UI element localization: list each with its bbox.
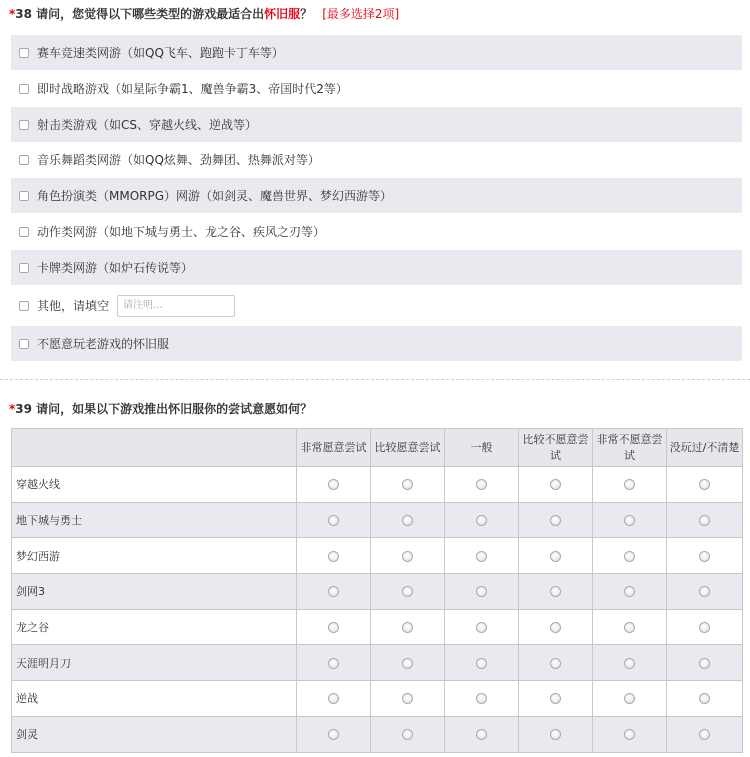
column-header: 比较愿意尝试 <box>371 429 445 467</box>
radio-cell[interactable] <box>371 502 445 538</box>
radio-cell[interactable] <box>371 574 445 610</box>
radio-cell[interactable] <box>371 716 445 752</box>
radio-cell[interactable] <box>519 681 593 717</box>
radio-button[interactable] <box>699 622 710 633</box>
radio-button[interactable] <box>550 729 561 740</box>
radio-cell[interactable] <box>297 716 371 752</box>
option-action[interactable] <box>11 214 742 249</box>
checkbox[interactable] <box>19 48 29 58</box>
radio-cell[interactable] <box>593 538 667 574</box>
radio-cell[interactable] <box>593 645 667 681</box>
option-other[interactable] <box>11 288 742 323</box>
radio-cell[interactable] <box>297 645 371 681</box>
checkbox[interactable] <box>19 339 29 349</box>
row-label: 龙之谷 <box>12 609 297 645</box>
radio-button[interactable] <box>402 479 413 490</box>
radio-cell[interactable] <box>667 645 743 681</box>
radio-button[interactable] <box>699 693 710 704</box>
checkbox[interactable] <box>19 120 29 130</box>
radio-button[interactable] <box>699 551 710 562</box>
radio-button[interactable] <box>402 515 413 526</box>
radio-button[interactable] <box>402 622 413 633</box>
radio-button[interactable] <box>328 622 339 633</box>
radio-button[interactable] <box>328 729 339 740</box>
radio-button[interactable] <box>699 729 710 740</box>
option-label: 即时战略游戏（如星际争霸1、魔兽争霸3、帝国时代2等） <box>37 82 348 96</box>
question-38-text: 38 请问，您觉得以下哪些类型的游戏最适合出 <box>15 7 265 21</box>
radio-button[interactable] <box>624 622 635 633</box>
radio-cell[interactable] <box>371 609 445 645</box>
radio-cell[interactable] <box>297 574 371 610</box>
question-39-title <box>9 400 312 417</box>
column-header: 一般 <box>445 429 519 467</box>
radio-cell[interactable] <box>667 538 743 574</box>
radio-cell[interactable] <box>667 716 743 752</box>
radio-cell[interactable] <box>445 609 519 645</box>
required-star: * <box>9 7 16 21</box>
row-label: 剑灵 <box>12 716 297 752</box>
option-label: 射击类游戏（如CS、穿越火线、逆战等） <box>37 118 257 132</box>
column-header: 没玩过/不清楚 <box>667 429 743 467</box>
radio-cell[interactable] <box>667 467 743 503</box>
radio-button[interactable] <box>476 622 487 633</box>
radio-button[interactable] <box>550 658 561 669</box>
radio-cell[interactable] <box>371 645 445 681</box>
matrix-row <box>12 574 743 610</box>
matrix-row <box>12 538 743 574</box>
column-header: 非常愿意尝试 <box>297 429 371 467</box>
radio-cell[interactable] <box>445 467 519 503</box>
radio-button[interactable] <box>402 586 413 597</box>
option-music-dance[interactable] <box>11 142 742 177</box>
matrix-row <box>12 467 743 503</box>
radio-cell[interactable] <box>445 681 519 717</box>
radio-cell[interactable] <box>519 574 593 610</box>
option-label: 角色扮演类（MMORPG）网游（如剑灵、魔兽世界、梦幻西游等） <box>37 189 393 203</box>
radio-cell[interactable] <box>371 467 445 503</box>
matrix-row <box>12 681 743 717</box>
row-label: 逆战 <box>12 681 297 717</box>
radio-cell[interactable] <box>593 609 667 645</box>
radio-button[interactable] <box>624 551 635 562</box>
radio-button[interactable] <box>328 586 339 597</box>
option-shooter[interactable] <box>11 107 742 142</box>
option-mmorpg[interactable] <box>11 178 742 213</box>
question-divider <box>0 379 750 380</box>
rating-matrix <box>11 428 743 753</box>
question-38-highlight: 怀旧服 <box>264 7 301 21</box>
radio-cell[interactable] <box>667 574 743 610</box>
question-38-title <box>9 5 399 22</box>
radio-cell[interactable] <box>593 681 667 717</box>
radio-button[interactable] <box>624 693 635 704</box>
radio-button[interactable] <box>402 658 413 669</box>
option-label: 赛车竞速类网游（如QQ飞车、跑跑卡丁车等） <box>37 46 284 60</box>
radio-button[interactable] <box>550 515 561 526</box>
radio-cell[interactable] <box>445 574 519 610</box>
radio-button[interactable] <box>328 693 339 704</box>
other-text-input[interactable] <box>117 295 235 317</box>
radio-button[interactable] <box>550 551 561 562</box>
radio-cell[interactable] <box>519 609 593 645</box>
option-label: 卡牌类网游（如炉石传说等） <box>37 261 194 275</box>
checkbox[interactable] <box>19 263 29 273</box>
radio-cell[interactable] <box>667 502 743 538</box>
matrix-row <box>12 502 743 538</box>
radio-cell[interactable] <box>371 538 445 574</box>
row-label: 梦幻西游 <box>12 538 297 574</box>
radio-cell[interactable] <box>297 681 371 717</box>
radio-cell[interactable] <box>667 681 743 717</box>
checkbox[interactable] <box>19 301 29 311</box>
option-label: 其他，请填空 <box>37 299 110 313</box>
radio-cell[interactable] <box>519 502 593 538</box>
matrix-row <box>12 609 743 645</box>
radio-button[interactable] <box>624 515 635 526</box>
radio-button[interactable] <box>699 586 710 597</box>
column-header: 非常不愿意尝试 <box>593 429 667 467</box>
radio-button[interactable] <box>402 551 413 562</box>
radio-button[interactable] <box>624 729 635 740</box>
radio-button[interactable] <box>550 586 561 597</box>
radio-cell[interactable] <box>297 538 371 574</box>
radio-cell[interactable] <box>445 538 519 574</box>
radio-button[interactable] <box>624 658 635 669</box>
option-card[interactable] <box>11 250 742 285</box>
question-38-suffix: ？ <box>300 7 313 21</box>
radio-button[interactable] <box>476 658 487 669</box>
radio-cell[interactable] <box>667 609 743 645</box>
radio-cell[interactable] <box>297 609 371 645</box>
radio-cell[interactable] <box>445 716 519 752</box>
option-rts[interactable] <box>11 71 742 106</box>
option-not-willing[interactable] <box>11 326 742 361</box>
radio-button[interactable] <box>476 479 487 490</box>
radio-button[interactable] <box>476 586 487 597</box>
radio-cell[interactable] <box>519 716 593 752</box>
checkbox[interactable] <box>19 191 29 201</box>
matrix-header-row <box>12 429 743 467</box>
radio-cell[interactable] <box>519 538 593 574</box>
radio-cell[interactable] <box>519 645 593 681</box>
checkbox[interactable] <box>19 227 29 237</box>
matrix-row <box>12 645 743 681</box>
checkbox[interactable] <box>19 155 29 165</box>
option-label: 动作类网游（如地下城与勇士、龙之谷、疾风之刃等） <box>37 225 326 239</box>
column-header <box>12 429 297 467</box>
radio-cell[interactable] <box>297 467 371 503</box>
radio-button[interactable] <box>699 479 710 490</box>
option-racing[interactable] <box>11 35 742 70</box>
radio-button[interactable] <box>328 658 339 669</box>
radio-button[interactable] <box>476 729 487 740</box>
radio-button[interactable] <box>550 479 561 490</box>
question-39-text: 39 请问，如果以下游戏推出怀旧服你的尝试意愿如何？ <box>15 402 313 416</box>
radio-cell[interactable] <box>371 681 445 717</box>
radio-cell[interactable] <box>445 645 519 681</box>
radio-button[interactable] <box>476 515 487 526</box>
radio-cell[interactable] <box>593 574 667 610</box>
radio-button[interactable] <box>402 693 413 704</box>
radio-button[interactable] <box>624 586 635 597</box>
radio-cell[interactable] <box>593 716 667 752</box>
radio-button[interactable] <box>402 729 413 740</box>
radio-button[interactable] <box>328 479 339 490</box>
radio-button[interactable] <box>624 479 635 490</box>
required-star: * <box>9 402 16 416</box>
row-label: 地下城与勇士 <box>12 502 297 538</box>
row-label: 穿越火线 <box>12 467 297 503</box>
radio-cell[interactable] <box>519 467 593 503</box>
radio-cell[interactable] <box>593 502 667 538</box>
radio-button[interactable] <box>699 658 710 669</box>
radio-cell[interactable] <box>593 467 667 503</box>
radio-button[interactable] <box>328 515 339 526</box>
radio-button[interactable] <box>550 693 561 704</box>
radio-button[interactable] <box>476 693 487 704</box>
option-label: 音乐舞蹈类网游（如QQ炫舞、劲舞团、热舞派对等） <box>37 153 320 167</box>
radio-cell[interactable] <box>297 502 371 538</box>
radio-button[interactable] <box>699 515 710 526</box>
matrix-row <box>12 716 743 752</box>
row-label: 天涯明月刀 <box>12 645 297 681</box>
radio-button[interactable] <box>476 551 487 562</box>
radio-cell[interactable] <box>445 502 519 538</box>
column-header: 比较不愿意尝试 <box>519 429 593 467</box>
radio-button[interactable] <box>550 622 561 633</box>
option-label: 不愿意玩老游戏的怀旧服 <box>37 337 170 351</box>
radio-button[interactable] <box>328 551 339 562</box>
question-38-limit: [最多选择2项] <box>322 7 400 21</box>
row-label: 剑网3 <box>12 574 297 610</box>
checkbox[interactable] <box>19 84 29 94</box>
